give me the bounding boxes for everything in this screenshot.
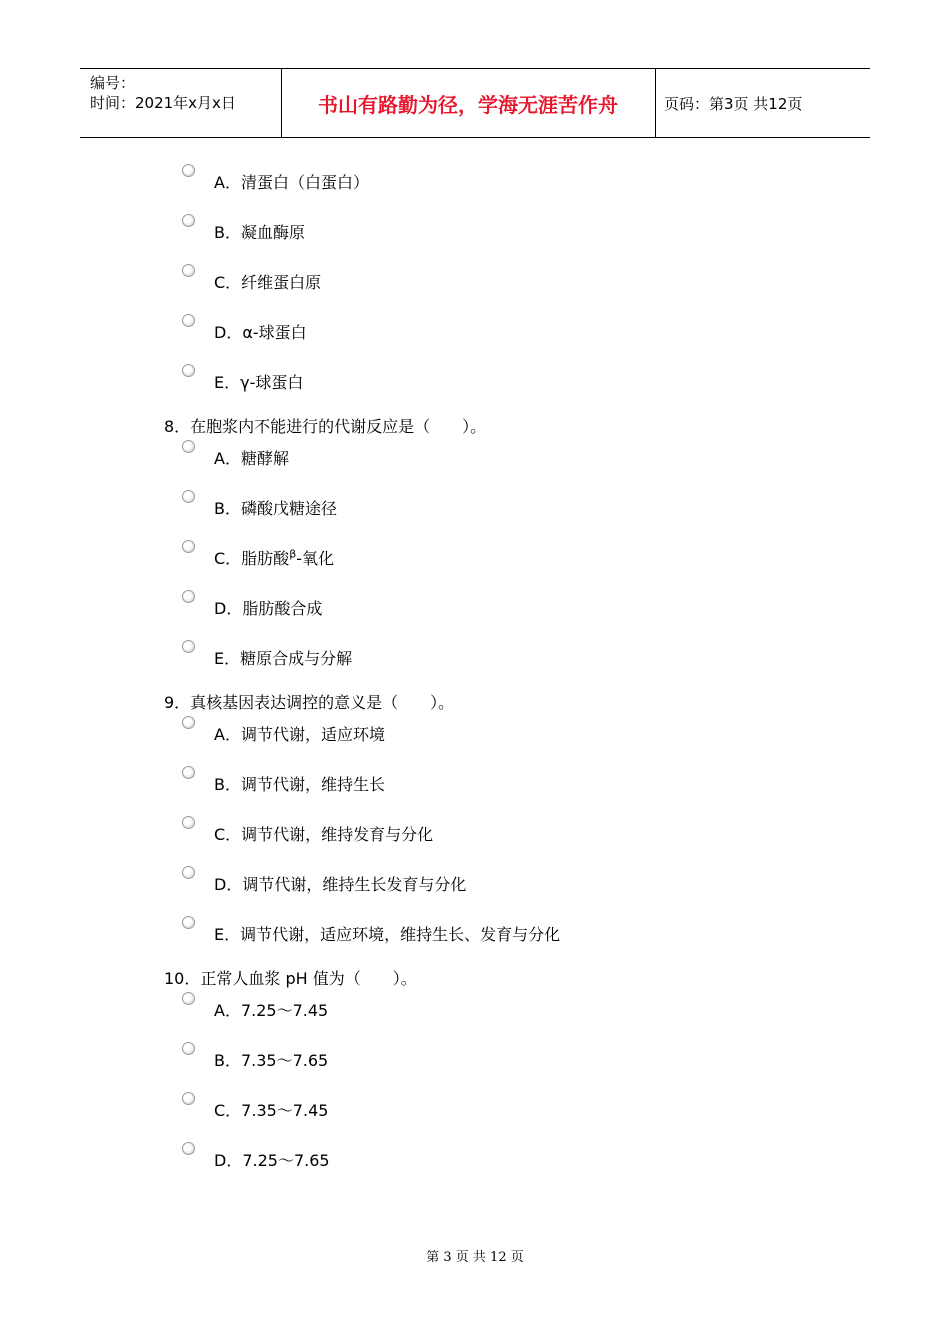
radio-button[interactable] bbox=[182, 364, 195, 377]
option-label: D．α-球蛋白 bbox=[214, 323, 307, 342]
radio-button[interactable] bbox=[182, 490, 195, 503]
option-label: A．清蛋白（白蛋白） bbox=[214, 173, 369, 192]
header-meta bbox=[90, 73, 236, 113]
option-label: D．7.25～7.65 bbox=[214, 1151, 330, 1170]
radio-button[interactable] bbox=[182, 1092, 195, 1105]
header-page-info: 页码：第3页 共12页 bbox=[664, 94, 803, 113]
radio-button[interactable] bbox=[182, 1042, 195, 1055]
question-8-stem: 8．在胞浆内不能进行的代谢反应是（ ）。 bbox=[164, 417, 487, 436]
radio-button[interactable] bbox=[182, 590, 195, 603]
header-motto: 书山有路勤为径，学海无涯苦作舟 bbox=[318, 92, 618, 117]
radio-button[interactable] bbox=[182, 540, 195, 553]
option-label: E．调节代谢，适应环境，维持生长、发育与分化 bbox=[214, 925, 561, 944]
option-label: C．7.35～7.45 bbox=[214, 1101, 329, 1120]
option-label: A．糖酵解 bbox=[214, 449, 289, 468]
number-label: 编号： bbox=[90, 74, 136, 92]
radio-button[interactable] bbox=[182, 992, 195, 1005]
option-label: E．糖原合成与分解 bbox=[214, 649, 353, 668]
option-label: B．调节代谢，维持生长 bbox=[214, 775, 385, 794]
option-label: D．脂肪酸合成 bbox=[214, 599, 323, 618]
radio-button[interactable] bbox=[182, 1142, 195, 1155]
radio-button[interactable] bbox=[182, 716, 195, 729]
radio-button[interactable] bbox=[182, 640, 195, 653]
option-label: B．磷酸戊糖途径 bbox=[214, 499, 337, 518]
option-label: B．7.35～7.65 bbox=[214, 1051, 329, 1070]
page-header bbox=[80, 68, 870, 138]
option-text-tail: -氧化 bbox=[296, 549, 334, 568]
radio-button[interactable] bbox=[182, 264, 195, 277]
radio-button[interactable] bbox=[182, 916, 195, 929]
radio-button[interactable] bbox=[182, 164, 195, 177]
header-divider bbox=[655, 69, 656, 137]
option-label: A．调节代谢，适应环境 bbox=[214, 725, 385, 744]
radio-button[interactable] bbox=[182, 766, 195, 779]
option-label: D．调节代谢，维持生长发育与分化 bbox=[214, 875, 467, 894]
radio-button[interactable] bbox=[182, 816, 195, 829]
question-9-stem: 9．真核基因表达调控的意义是（ ）。 bbox=[164, 693, 455, 712]
radio-button[interactable] bbox=[182, 314, 195, 327]
radio-button[interactable] bbox=[182, 866, 195, 879]
option-label: B．凝血酶原 bbox=[214, 223, 305, 242]
beta-symbol: β bbox=[289, 547, 297, 561]
option-label bbox=[214, 546, 334, 569]
option-label: C．纤维蛋白原 bbox=[214, 273, 322, 292]
question-10-stem: 10．正常人血浆 pH 值为（ ）。 bbox=[164, 969, 417, 988]
radio-button[interactable] bbox=[182, 214, 195, 227]
page-footer: 第 3 页 共 12 页 bbox=[426, 1250, 524, 1265]
time-label: 时间：2021年x月x日 bbox=[90, 94, 236, 112]
option-label: C．调节代谢，维持发育与分化 bbox=[214, 825, 434, 844]
radio-button[interactable] bbox=[182, 440, 195, 453]
option-text: C．脂肪酸 bbox=[214, 549, 290, 568]
option-label: E．γ-球蛋白 bbox=[214, 373, 304, 392]
option-label: A．7.25～7.45 bbox=[214, 1001, 329, 1020]
